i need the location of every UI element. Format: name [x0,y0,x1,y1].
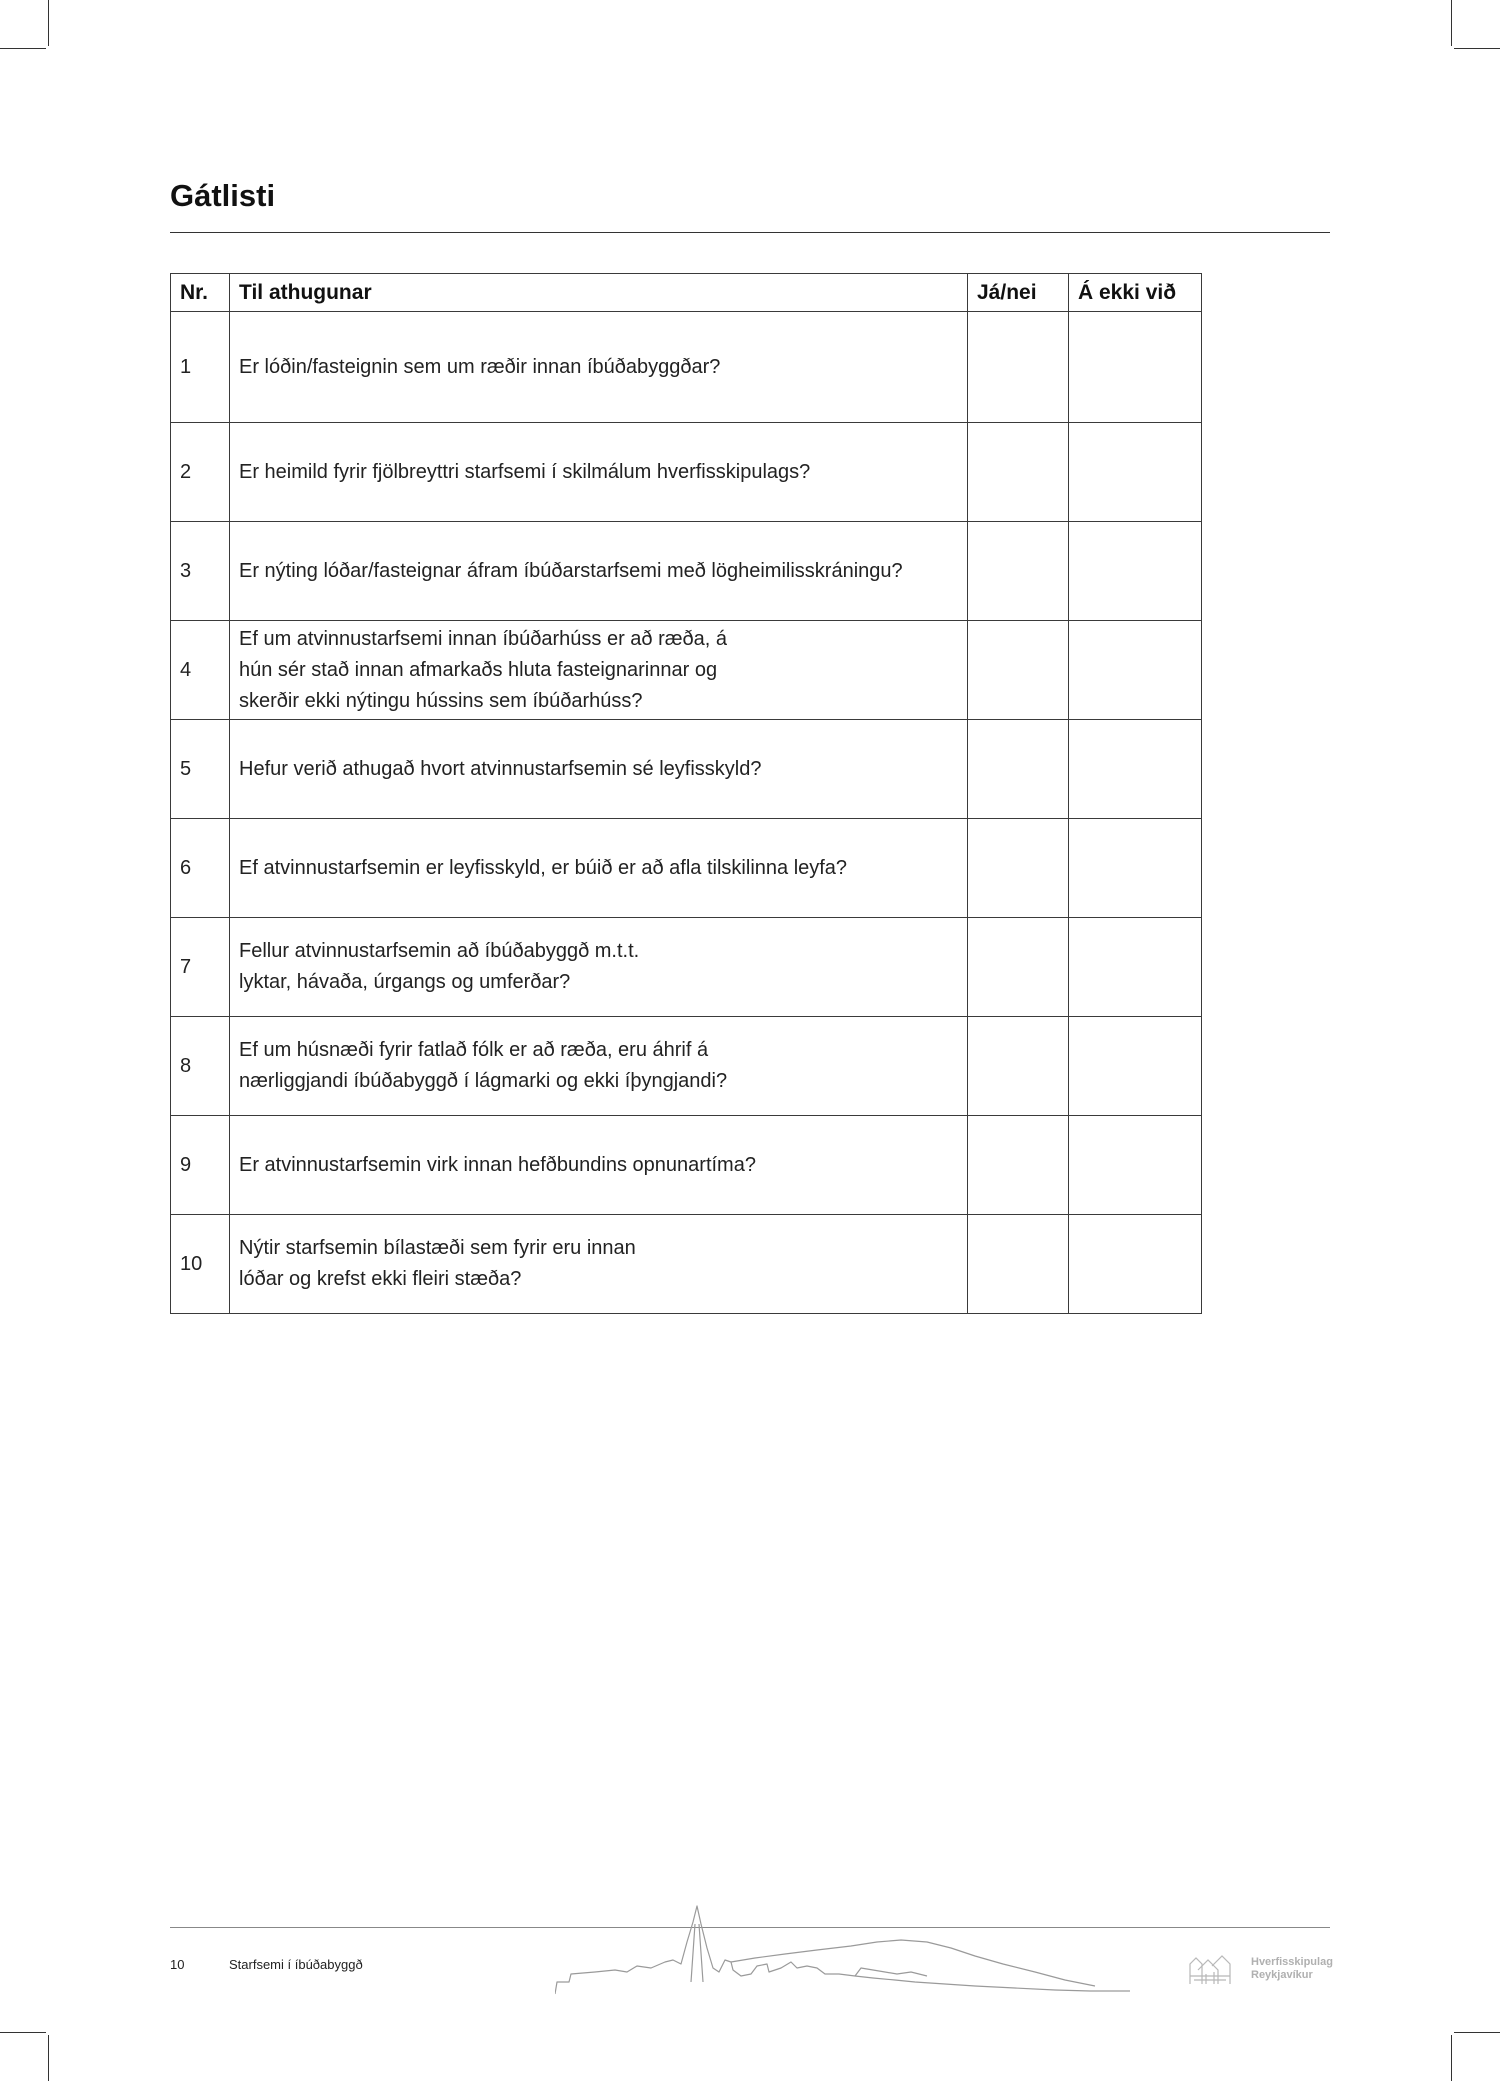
row-question [230,522,968,621]
crop-mark-bottom-right-h [1454,2032,1500,2033]
not-applicable-cell[interactable] [1069,423,1202,522]
yes-no-cell[interactable] [968,918,1069,1017]
yes-no-cell[interactable] [968,1017,1069,1116]
not-applicable-cell[interactable] [1069,720,1202,819]
header-item: Til athugunar [230,274,968,312]
yes-no-cell[interactable] [968,522,1069,621]
yes-no-cell[interactable] [968,621,1069,720]
row-question-text: Er nýting lóðar/fasteignar áfram íbúðarstarfsemi með lögheimilisskráningu? [239,559,903,582]
table-row [171,423,1202,522]
crop-mark-bottom-left-h [0,2032,46,2033]
row-number: 3 [171,522,230,621]
row-number: 2 [171,423,230,522]
crop-mark-top-left-h [0,48,46,49]
brand-line-2: Reykjavíkur [1251,1969,1313,1981]
not-applicable-cell[interactable] [1069,312,1202,423]
page-number: 10 [170,1957,185,1972]
crop-mark-top-left-v [48,0,49,46]
not-applicable-cell[interactable] [1069,621,1202,720]
table-row [171,1116,1202,1215]
row-number: 10 [171,1215,230,1314]
table-header-row [171,274,1202,312]
row-question-text: Fellur atvinnustarfsemin að íbúðabyggð m.t.t. lyktar, hávaða, úrgangs og umferðar? [239,940,640,993]
row-number: 7 [171,918,230,1017]
crop-mark-bottom-left-v [48,2035,49,2081]
table-row [171,1215,1202,1314]
yes-no-cell[interactable] [968,720,1069,819]
not-applicable-cell[interactable] [1069,522,1202,621]
table-row [171,720,1202,819]
not-applicable-cell[interactable] [1069,1116,1202,1215]
footer-section-title: Starfsemi í íbúðabyggð [229,1957,363,1972]
hverfisskipulag-logo-icon [1188,1950,1232,1986]
header-nr: Nr. [171,274,230,312]
row-question-text: Er lóðin/fasteignin sem um ræðir innan íbúðabyggðar? [239,355,721,378]
city-skyline-icon [555,1902,1130,1997]
row-question-text: Nýtir starfsemin bílastæði sem fyrir eru innan lóðar og krefst ekki fleiri stæða? [239,1237,636,1290]
header-yes-no: Já/nei [968,274,1069,312]
row-question [230,720,968,819]
not-applicable-cell[interactable] [1069,918,1202,1017]
row-question [230,918,968,1017]
row-number: 9 [171,1116,230,1215]
row-question-text: Ef atvinnustarfsemin er leyfisskyld, er búið er að afla tilskilinna leyfa? [239,856,848,879]
row-question [230,312,968,423]
crop-mark-bottom-right-v [1451,2035,1452,2081]
yes-no-cell[interactable] [968,423,1069,522]
title-divider [170,232,1330,233]
row-question [230,1017,968,1116]
yes-no-cell[interactable] [968,819,1069,918]
crop-mark-top-right-h [1454,48,1500,49]
row-number: 6 [171,819,230,918]
checklist-table [170,273,1202,1314]
table-row [171,312,1202,423]
not-applicable-cell[interactable] [1069,819,1202,918]
row-number: 1 [171,312,230,423]
row-number: 8 [171,1017,230,1116]
crop-mark-top-right-v [1451,0,1452,46]
page-title: Gátlisti [170,178,276,213]
row-question [230,1116,968,1215]
table-row [171,918,1202,1017]
table-row [171,621,1202,720]
row-number: 4 [171,621,230,720]
brand-line-1: Hverfisskipulag [1251,1956,1333,1968]
brand-name [1251,1956,1333,1982]
table-row [171,819,1202,918]
row-question-text: Er heimild fyrir fjölbreyttri starfsemi í skilmálum hverfisskipulags? [239,460,811,483]
row-question-text: Ef um atvinnustarfsemi innan íbúðarhúss er að ræða, á hún sér stað innan afmarkaðs hluta fasteignarinnar og skerðir ekki nýtingu hússins sem íbúðarhúss? [239,627,728,712]
row-number: 5 [171,720,230,819]
row-question-text: Er atvinnustarfsemin virk innan hefðbundins opnunartíma? [239,1153,756,1176]
not-applicable-cell[interactable] [1069,1017,1202,1116]
row-question-text: Hefur verið athugað hvort atvinnustarfsemin sé leyfisskyld? [239,757,762,780]
not-applicable-cell[interactable] [1069,1215,1202,1314]
row-question [230,423,968,522]
table-row [171,1017,1202,1116]
yes-no-cell[interactable] [968,1215,1069,1314]
header-not-applicable: Á ekki við [1069,274,1202,312]
yes-no-cell[interactable] [968,312,1069,423]
row-question [230,819,968,918]
row-question [230,1215,968,1314]
row-question [230,621,968,720]
yes-no-cell[interactable] [968,1116,1069,1215]
table-row [171,522,1202,621]
row-question-text: Ef um húsnæði fyrir fatlað fólk er að ræða, eru áhrif á nærliggjandi íbúðabyggð í lágmarki og ekki íþyngjandi? [239,1039,728,1092]
